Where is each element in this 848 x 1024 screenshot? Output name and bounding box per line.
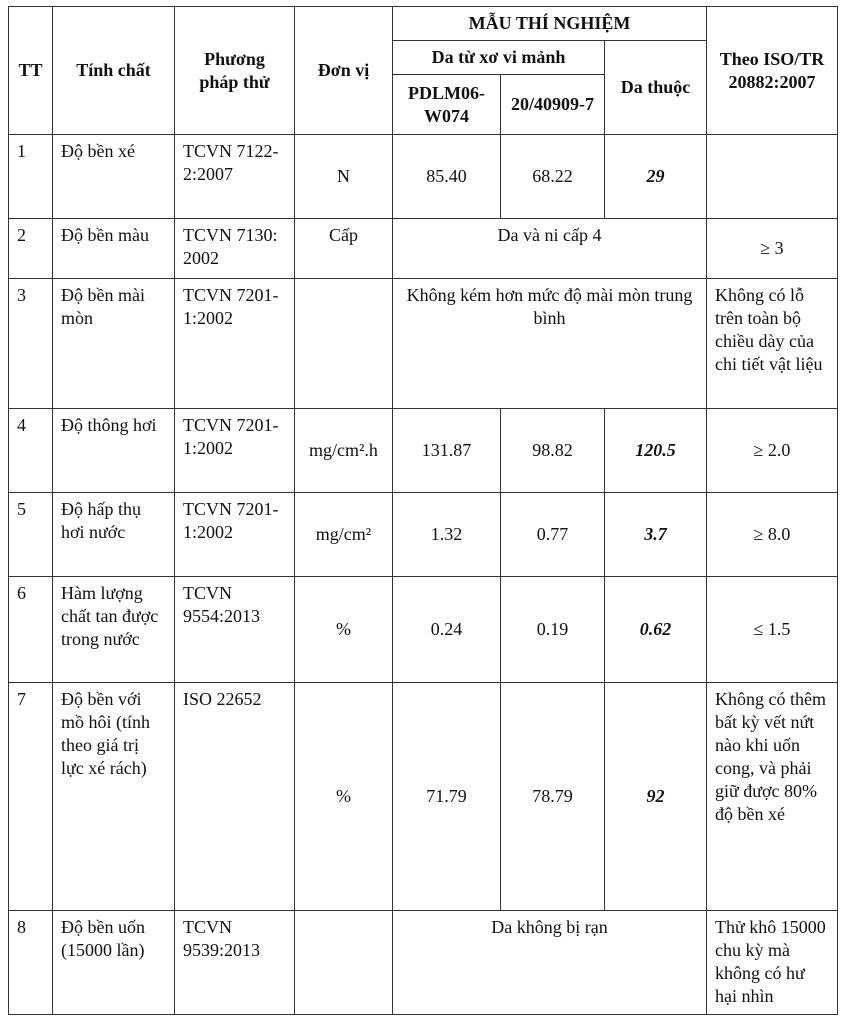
row-unit: N xyxy=(295,135,393,219)
row-standard: ≥ 2.0 xyxy=(707,409,838,493)
header-standard: Theo ISO/TR 20882:2007 xyxy=(707,7,838,135)
row-standard: ≥ 8.0 xyxy=(707,493,838,577)
row-standard: ≤ 1.5 xyxy=(707,577,838,683)
header-method: Phương pháp thử xyxy=(175,7,295,135)
row-standard xyxy=(707,135,838,219)
row-unit: mg/cm².h xyxy=(295,409,393,493)
row-method: TCVN 7201-1:2002 xyxy=(175,279,295,409)
row-merged-result: Không kém hơn mức độ mài mòn trung bình xyxy=(393,279,707,409)
row-tt: 3 xyxy=(9,279,53,409)
row-tanned: 0.62 xyxy=(605,577,707,683)
row-sample2: 68.22 xyxy=(501,135,605,219)
row-standard: Thử khô 15000 chu kỳ mà không có hư hại nhìn xyxy=(707,911,838,1015)
table-row xyxy=(9,219,838,279)
row-method: TCVN 9539:2013 xyxy=(175,911,295,1015)
row-tt: 2 xyxy=(9,219,53,279)
row-sample2: 78.79 xyxy=(501,683,605,911)
table-row xyxy=(9,135,838,219)
row-method: TCVN 7130: 2002 xyxy=(175,219,295,279)
row-method: ISO 22652 xyxy=(175,683,295,911)
row-method: TCVN 7122-2:2007 xyxy=(175,135,295,219)
row-method: TCVN 9554:2013 xyxy=(175,577,295,683)
row-property: Độ bền màu xyxy=(53,219,175,279)
table-row xyxy=(9,683,838,911)
row-tanned: 120.5 xyxy=(605,409,707,493)
row-tanned: 3.7 xyxy=(605,493,707,577)
row-tt: 8 xyxy=(9,911,53,1015)
header-sample2: 20/40909-7 xyxy=(501,75,605,135)
row-sample1: 0.24 xyxy=(393,577,501,683)
row-property: Hàm lượng chất tan được trong nước xyxy=(53,577,175,683)
test-results-table xyxy=(8,6,838,1015)
row-property: Độ bền uốn (15000 lần) xyxy=(53,911,175,1015)
row-sample2: 0.77 xyxy=(501,493,605,577)
row-unit: % xyxy=(295,577,393,683)
row-tt: 1 xyxy=(9,135,53,219)
row-sample1: 131.87 xyxy=(393,409,501,493)
row-standard: Không có thêm bất kỳ vết nứt nào khi uốn cong, và phải giữ được 80% độ bền xé xyxy=(707,683,838,911)
row-property: Độ bền mài mòn xyxy=(53,279,175,409)
table-row xyxy=(9,493,838,577)
row-unit: mg/cm² xyxy=(295,493,393,577)
row-property: Độ thông hơi xyxy=(53,409,175,493)
row-tanned: 92 xyxy=(605,683,707,911)
header-tt: TT xyxy=(9,7,53,135)
row-method: TCVN 7201-1:2002 xyxy=(175,409,295,493)
row-sample1: 71.79 xyxy=(393,683,501,911)
header-tanned: Da thuộc xyxy=(605,41,707,135)
header-microfiber: Da từ xơ vi mảnh xyxy=(393,41,605,75)
header-property: Tính chất xyxy=(53,7,175,135)
row-sample2: 98.82 xyxy=(501,409,605,493)
row-sample1: 85.40 xyxy=(393,135,501,219)
row-tt: 6 xyxy=(9,577,53,683)
row-merged-result: Da và ni cấp 4 xyxy=(393,219,707,279)
row-unit xyxy=(295,279,393,409)
row-unit: % xyxy=(295,683,393,911)
table-row xyxy=(9,911,838,1015)
row-merged-result: Da không bị rạn xyxy=(393,911,707,1015)
header-unit: Đơn vị xyxy=(295,7,393,135)
row-standard: Không có lỗ trên toàn bộ chiều dày của chi tiết vật liệu xyxy=(707,279,838,409)
row-tt: 4 xyxy=(9,409,53,493)
row-sample2: 0.19 xyxy=(501,577,605,683)
row-tt: 5 xyxy=(9,493,53,577)
row-method: TCVN 7201-1:2002 xyxy=(175,493,295,577)
row-standard: ≥ 3 xyxy=(707,219,838,279)
row-sample1: 1.32 xyxy=(393,493,501,577)
table-row xyxy=(9,409,838,493)
row-tanned: 29 xyxy=(605,135,707,219)
row-unit xyxy=(295,911,393,1015)
row-tt: 7 xyxy=(9,683,53,911)
table-row xyxy=(9,279,838,409)
row-property: Độ bền với mồ hôi (tính theo giá trị lực xé rách) xyxy=(53,683,175,911)
header-sample1: PDLM06-W074 xyxy=(393,75,501,135)
row-property: Độ hấp thụ hơi nước xyxy=(53,493,175,577)
header-sample-group: MẪU THÍ NGHIỆM xyxy=(393,7,707,41)
row-property: Độ bền xé xyxy=(53,135,175,219)
row-unit: Cấp xyxy=(295,219,393,279)
table-row xyxy=(9,577,838,683)
